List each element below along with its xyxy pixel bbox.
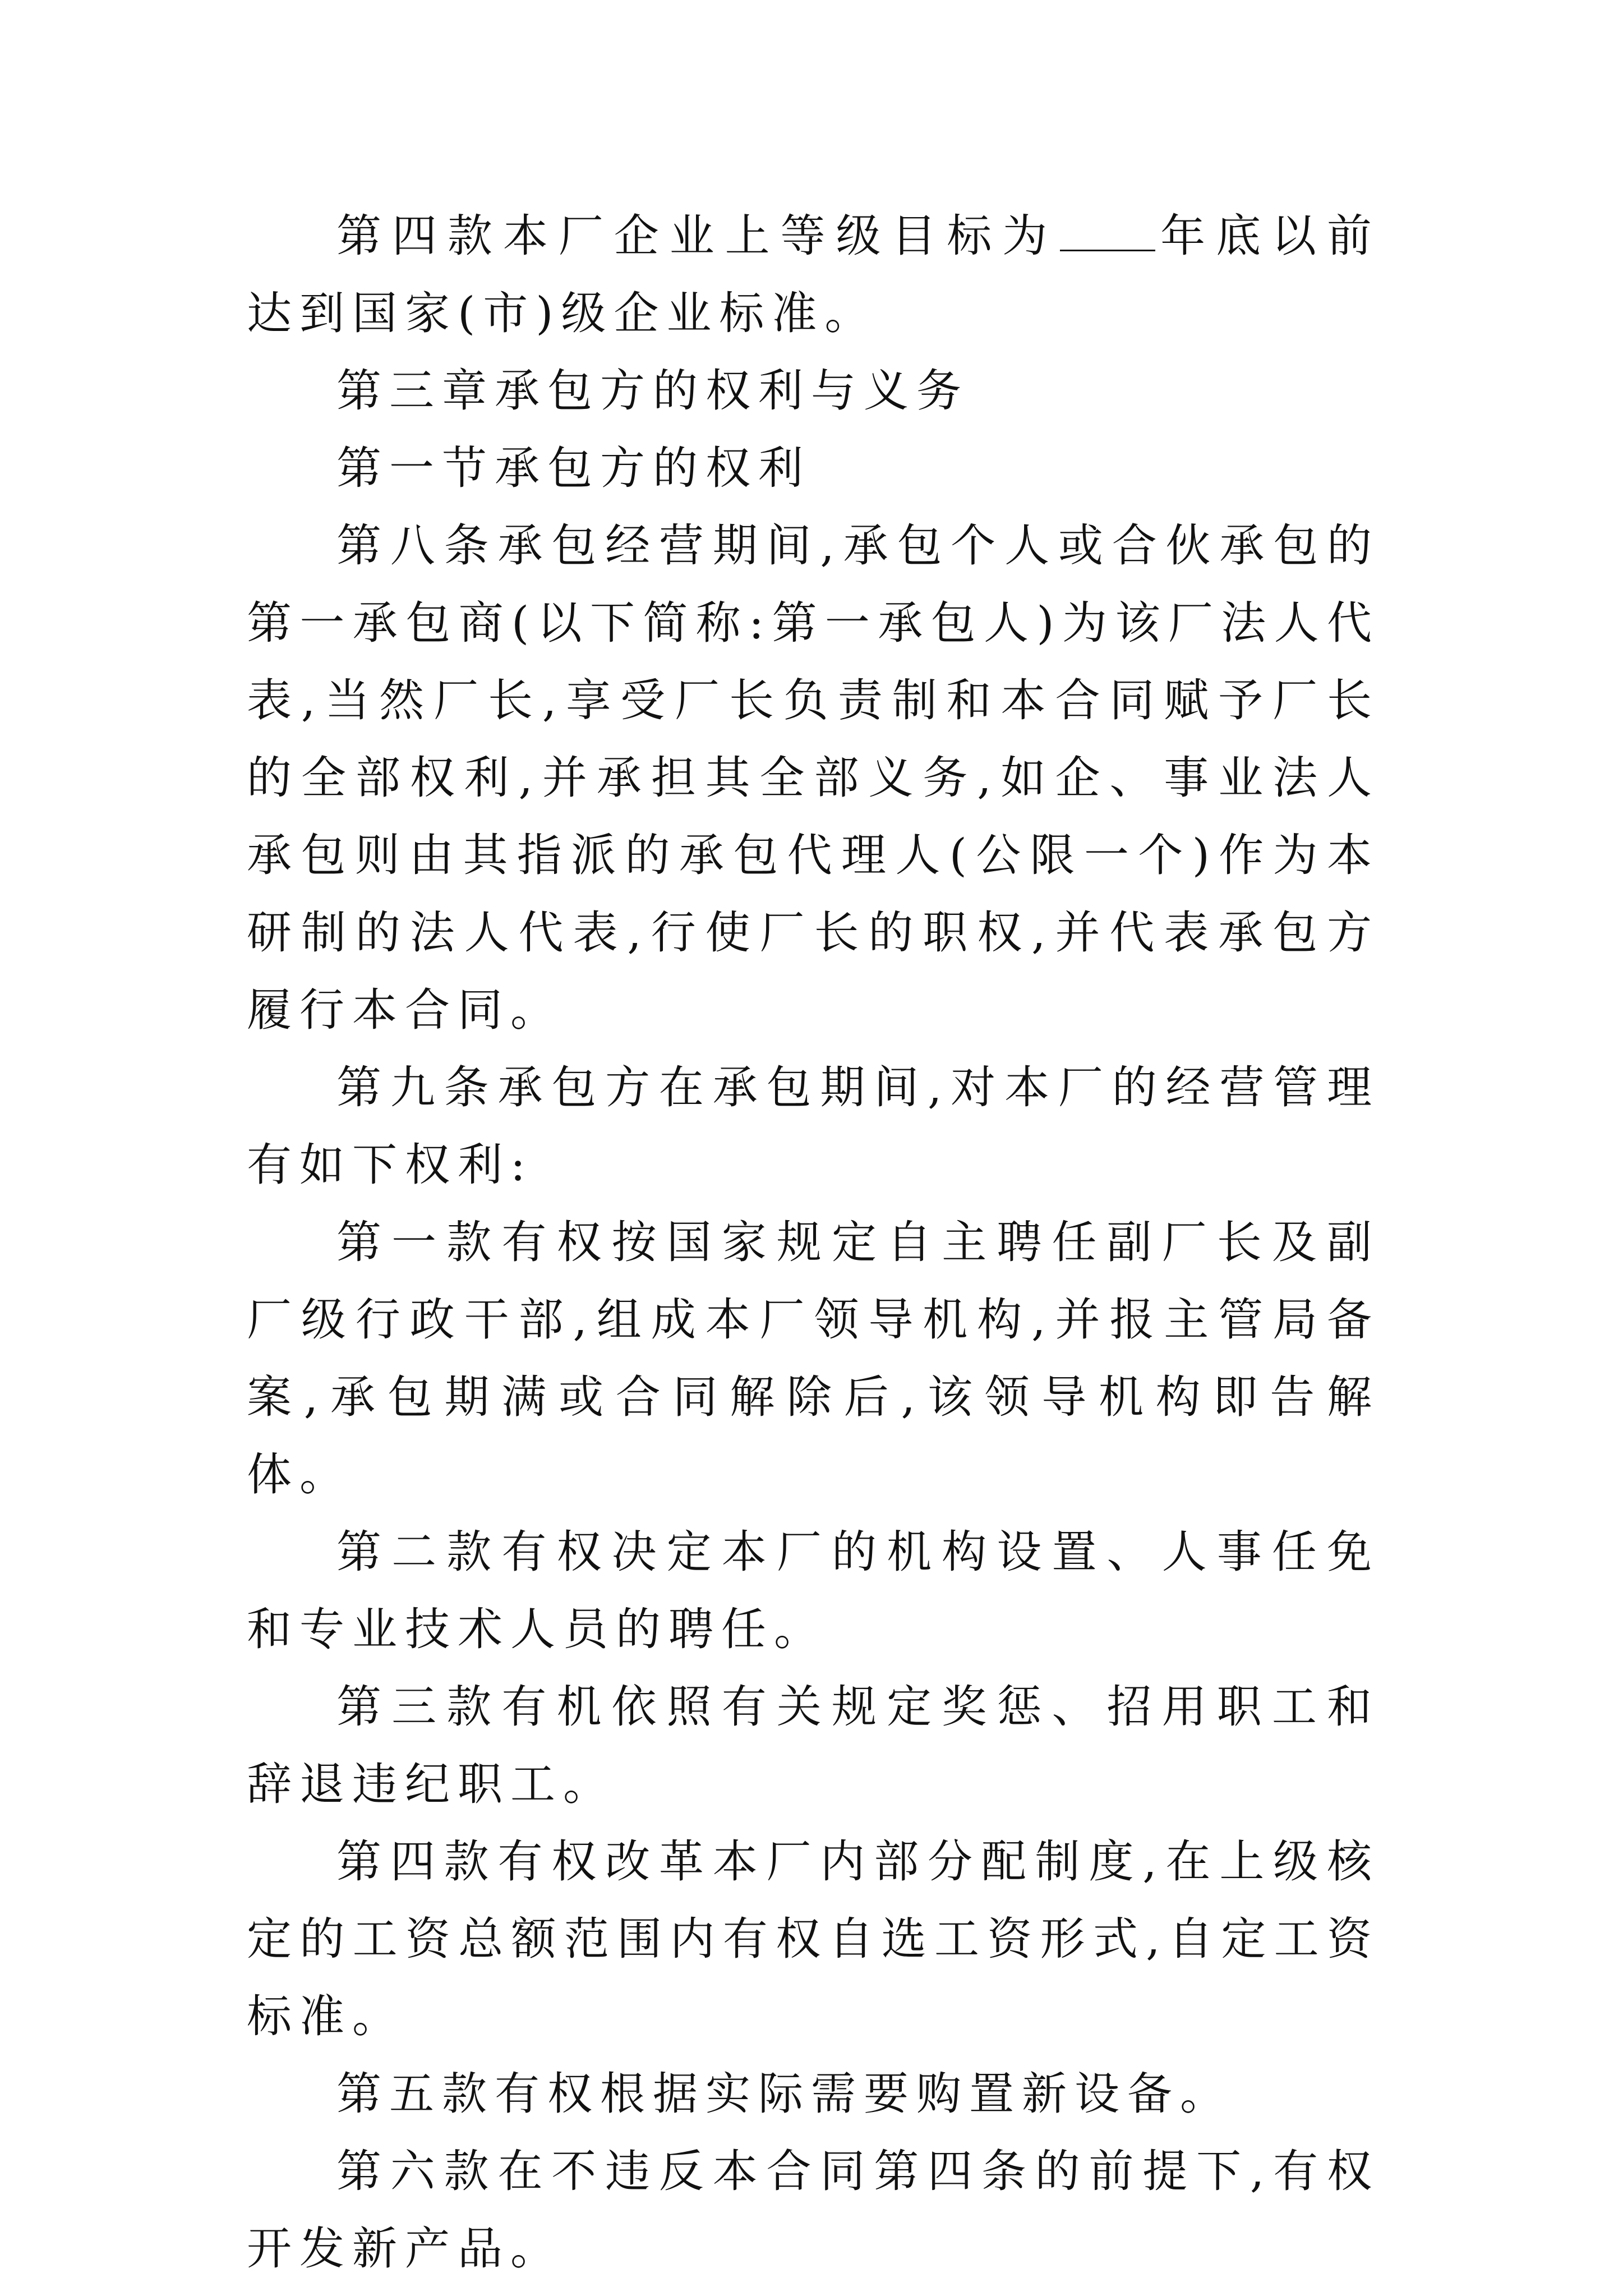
- chapter-heading: 第三章承包方的权利与义务: [336, 365, 969, 417]
- document-body: [247, 197, 1380, 2288]
- paragraph-clause-6: 第六款在不违反本合同第四条的前提下,有权开发新产品。: [247, 2145, 1380, 2275]
- paragraph-text: 第四款本厂企业上等级目标为: [336, 210, 1058, 262]
- blank-year-field: [1060, 209, 1155, 251]
- paragraph-clause-5: 第五款有权根据实际需要购置新设备。: [336, 2068, 1233, 2120]
- paragraph-clause-2: 第二款有权决定本厂的机构设置、人事任免和专业技术人员的聘任。: [247, 1526, 1380, 1655]
- section-heading: 第一节承包方的权利: [336, 442, 811, 494]
- paragraph-clause-4: 第四款有权改革本厂内部分配制度,在上级核定的工资总额范围内有权自选工资形式,自定工资标准。: [247, 1835, 1380, 2042]
- paragraph-clause-1: 第一款有权按国家规定自主聘任副厂长及副厂级行政干部,组成本厂领导机构,并报主管局备案,承包期满或合同解除后,该领导机构即告解体。: [247, 1216, 1380, 1501]
- paragraph-article-9: 第九条承包方在承包期间,对本厂的经营管理有如下权利:: [247, 1061, 1380, 1191]
- paragraph-article-8: 第八条承包经营期间,承包个人或合伙承包的第一承包商(以下简称:第一承包人)为该厂法人代表,当然厂长,享受厂长负责制和本合同赋予厂长的全部权利,并承担其全部义务,如企、事业法人承包则由其指派的承包代理人(公限一个)作为本研制的法人代表,行使厂长的职权,并代表承包方履行本合同。: [247, 519, 1380, 1036]
- paragraph-enterprise-grade-target: [247, 197, 1380, 352]
- paragraph-clause-3: 第三款有机依照有关规定奖惩、招用职工和辞退违纪职工。: [247, 1681, 1380, 1810]
- paragraph-text: 年底以前达到国家(市)级企业标准。: [247, 210, 1380, 339]
